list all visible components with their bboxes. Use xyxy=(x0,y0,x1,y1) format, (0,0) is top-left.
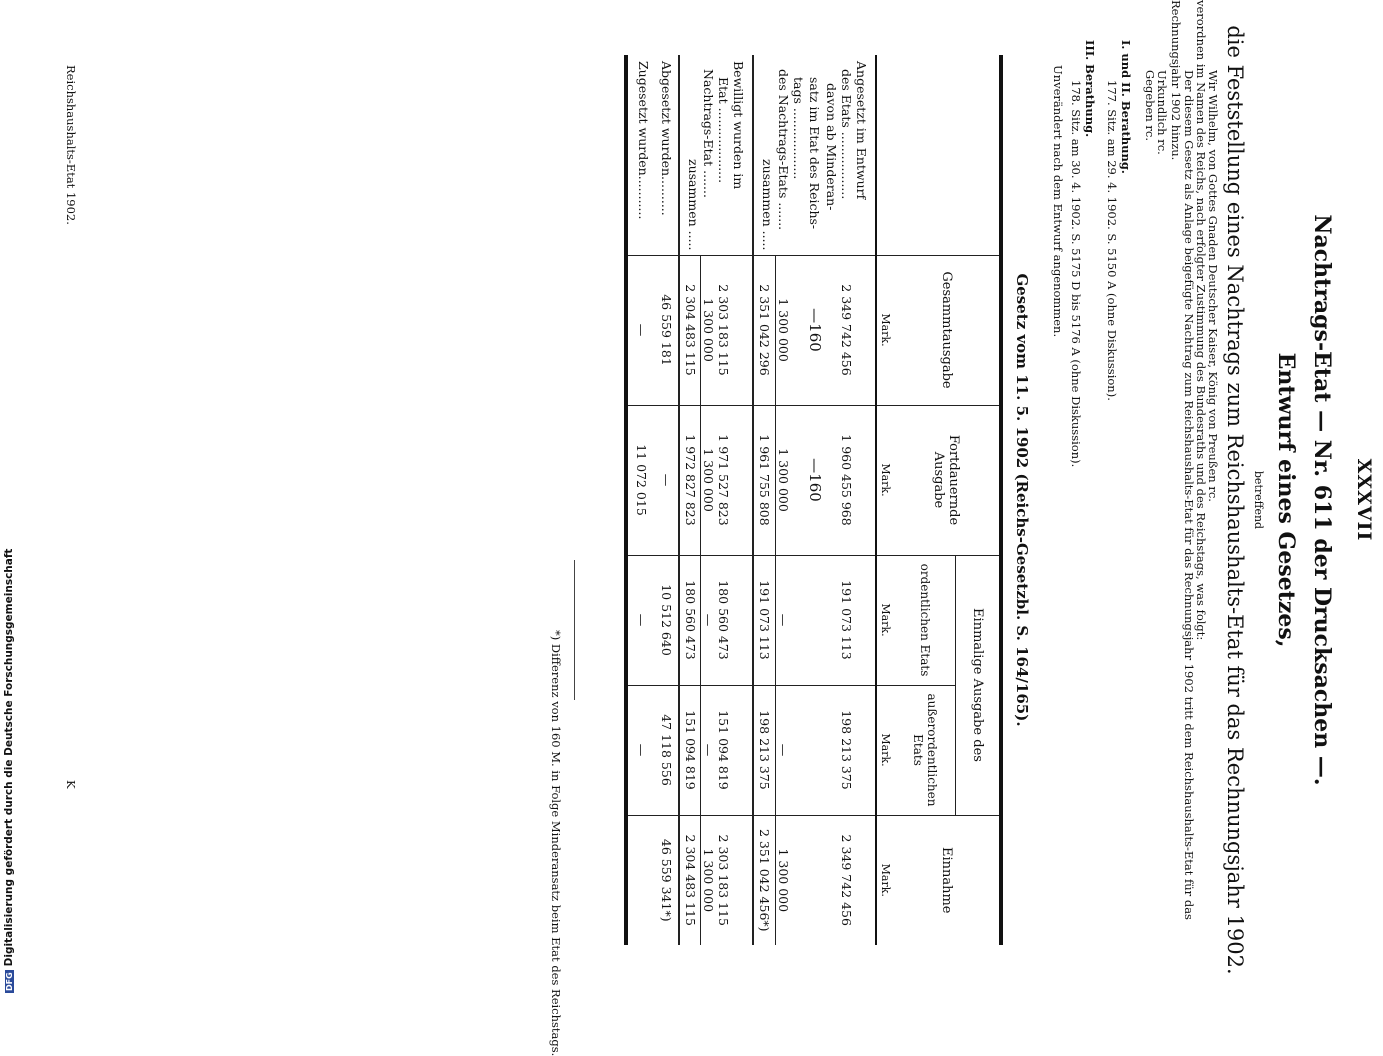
cell-value: 2 304 483 115 xyxy=(679,255,701,405)
cell-value: 1 300 000 xyxy=(701,405,717,555)
label-zugesetzt: Zugesetzt wurden........... xyxy=(636,61,651,220)
page-number: XXXVII xyxy=(1353,458,1375,542)
table-row xyxy=(701,55,717,945)
cell-value: 1 960 455 968 xyxy=(839,405,854,555)
header-einnahme: Einnahme xyxy=(894,815,1001,945)
cell-value: 1 300 000 xyxy=(776,815,792,945)
header-ordentlich: ordentlichen Etats xyxy=(894,555,956,685)
cell-value: 1 971 527 823 xyxy=(717,405,732,555)
cell-value: 191 073 113 xyxy=(754,555,776,685)
cell-value: 11 072 015 xyxy=(626,405,655,555)
table-row xyxy=(717,55,732,945)
table-row xyxy=(776,55,792,945)
preamble-text: Der diesem Gesetz als Anlage beigefügte Nachtrag zum Reichshaushalts-Etat für das Rechnungsjahr 1902 tritt dem Reichshaushalts-Etat für das Rechnungsjahr 1902 hinzu. xyxy=(1169,0,1196,920)
budget-table xyxy=(624,55,1003,945)
table-row xyxy=(626,55,655,945)
cell-value: — xyxy=(626,685,655,815)
label-zusammen: zusammen ..... xyxy=(760,159,776,251)
preamble-wir: Wir Wilhelm, von Gottes Gnaden Deutscher Kaiser, König von Preußen rc. xyxy=(1206,70,1220,502)
cell-value: 1 300 000 xyxy=(701,815,717,945)
header-ausserordentlich: außerordentlichen Etats xyxy=(894,685,956,815)
cell-value xyxy=(626,815,655,945)
header-gesamt: Gesammtausgabe xyxy=(894,255,1001,405)
cell-value: 46 559 181 xyxy=(655,255,679,405)
table-row xyxy=(655,55,679,945)
label-angesetzt: Angesetzt im Entwurf xyxy=(854,61,869,200)
label-abgesetzt: Abgesetzt wurden.......... xyxy=(659,61,674,216)
cell-value: —160 xyxy=(806,405,824,555)
cell-value: —160 xyxy=(806,255,824,405)
cell-value: — xyxy=(776,685,792,815)
cell-value: 1 972 827 823 xyxy=(679,405,701,555)
label-nachtrags-etat: Nachtrags-Etat ....... xyxy=(701,69,717,198)
unit-ordentlich: Mark. xyxy=(876,555,894,685)
unit-fortdauernde: Mark. xyxy=(876,405,894,555)
running-footer: Reichshaushalts-Etat 1902. xyxy=(64,65,78,225)
unit-gesamt: Mark. xyxy=(876,255,894,405)
table-row xyxy=(679,55,701,945)
cell-value: 2 303 183 115 xyxy=(717,815,732,945)
cell-value: 1 300 000 xyxy=(776,405,792,555)
label-des-etats: des Etats ................. xyxy=(839,69,854,200)
table-row xyxy=(854,55,876,945)
cell-value: 198 213 375 xyxy=(839,685,854,815)
label-davon-ab3: tags .................. xyxy=(791,77,806,180)
cell-value: 1 961 755 808 xyxy=(754,405,776,555)
label-etat: Etat ................... xyxy=(716,77,732,184)
label-bewilligt: Bewilligt wurden im xyxy=(731,61,747,190)
label-davon-ab1: davon ab Minderan- xyxy=(824,83,839,211)
label-zusammen: zusammen ..... xyxy=(686,159,701,251)
label-des-nachtrags: des Nachtrags-Etats ....... xyxy=(775,69,791,231)
digitization-notice xyxy=(3,549,15,993)
label-davon-ab2: satz im Etat des Reichs- xyxy=(807,77,823,230)
footnote: *) Differenz von 160 M. in Folge Minderansatz beim Etat des Reichstags. xyxy=(549,630,563,1056)
unit-einnahme: Mark. xyxy=(876,815,894,945)
cell-value: 46 559 341*) xyxy=(655,815,679,945)
third-beratung-detail: 178. Sitz. am 30. 4. 1902. S. 5175 D bis 5176 A (ohne Diskussion). xyxy=(1069,80,1083,468)
third-beratung-label: III. Berathung. xyxy=(1083,40,1097,138)
digitization-text: Digitalisierung gefördert durch die Deutsche Forschungsgemeinschaft xyxy=(3,548,15,967)
cell-value: — xyxy=(776,555,792,685)
cell-value: 47 118 556 xyxy=(655,685,679,815)
cell-value: 1 300 000 xyxy=(701,255,717,405)
document-title: Nachtrags-Etat — Nr. 611 der Drucksachen —. xyxy=(1309,214,1335,786)
signature-mark: K xyxy=(64,780,78,789)
cell-value: 151 094 819 xyxy=(717,685,732,815)
cell-value: 2 351 042 296 xyxy=(754,255,776,405)
cell-value: — xyxy=(626,555,655,685)
cell-value: 180 560 473 xyxy=(717,555,732,685)
preamble-verordnen: verordnen im Namen des Reichs, nach erfolgter Zustimmung des Bundesraths und des Reichstags, was folgt: xyxy=(1194,0,1208,641)
cell-value: 2 303 183 115 xyxy=(717,255,732,405)
cell-value: — xyxy=(626,255,655,405)
cell-value: 10 512 640 xyxy=(655,555,679,685)
law-line: Gesetz vom 11. 5. 1902 (Reichs-Gesetzbl. S. 164/165). xyxy=(1013,273,1031,727)
preamble-gegeben: Gegeben rc. xyxy=(1143,70,1157,141)
cell-value: — xyxy=(701,555,717,685)
cell-value: 151 094 819 xyxy=(679,685,701,815)
footnote-rule xyxy=(574,560,575,700)
cell-value: 2 349 742 456 xyxy=(839,815,854,945)
table-row xyxy=(824,55,839,945)
beratung-result: Unverändert nach dem Entwurf angenommen. xyxy=(1051,65,1065,338)
table-row xyxy=(732,55,754,945)
first-beratung-detail: 177. Sitz. am 29. 4. 1902. S. 5150 A (ohne Diskussion). xyxy=(1105,80,1119,401)
unit-row xyxy=(876,55,894,945)
table-row xyxy=(806,55,824,945)
betreffend-label: betreffend xyxy=(1252,470,1265,530)
cell-value: 2 304 483 115 xyxy=(679,815,701,945)
dfg-logo: DFG xyxy=(5,972,14,991)
table-row xyxy=(839,55,854,945)
header-einmalige: Einmalige Ausgabe des xyxy=(956,555,1001,815)
header-fortdauernde: Fortdauernde Ausgabe xyxy=(894,405,1001,555)
document-subtitle: Entwurf eines Gesetzes, xyxy=(1273,352,1299,648)
table-row xyxy=(754,55,776,945)
cell-value: 2 351 042 456*) xyxy=(754,815,776,945)
first-beratung-label: I. und II. Berathung. xyxy=(1119,40,1133,174)
cell-value: 1 300 000 xyxy=(776,255,792,405)
unit-ausserordentlich: Mark. xyxy=(876,685,894,815)
cell-value: 191 073 113 xyxy=(839,555,854,685)
table-row xyxy=(791,55,806,945)
header-row xyxy=(956,55,1001,945)
document-topic: die Feststellung eines Nachtrags zum Reichshaushalts-Etat für das Rechnungsjahr 1902. xyxy=(1223,25,1247,975)
cell-value: — xyxy=(701,685,717,815)
cell-value: 198 213 375 xyxy=(754,685,776,815)
cell-value: 2 349 742 456 xyxy=(839,255,854,405)
cell-value: 180 560 473 xyxy=(679,555,701,685)
cell-value: — xyxy=(655,405,679,555)
preamble-urkundlich: Urkundlich rc. xyxy=(1155,70,1169,155)
